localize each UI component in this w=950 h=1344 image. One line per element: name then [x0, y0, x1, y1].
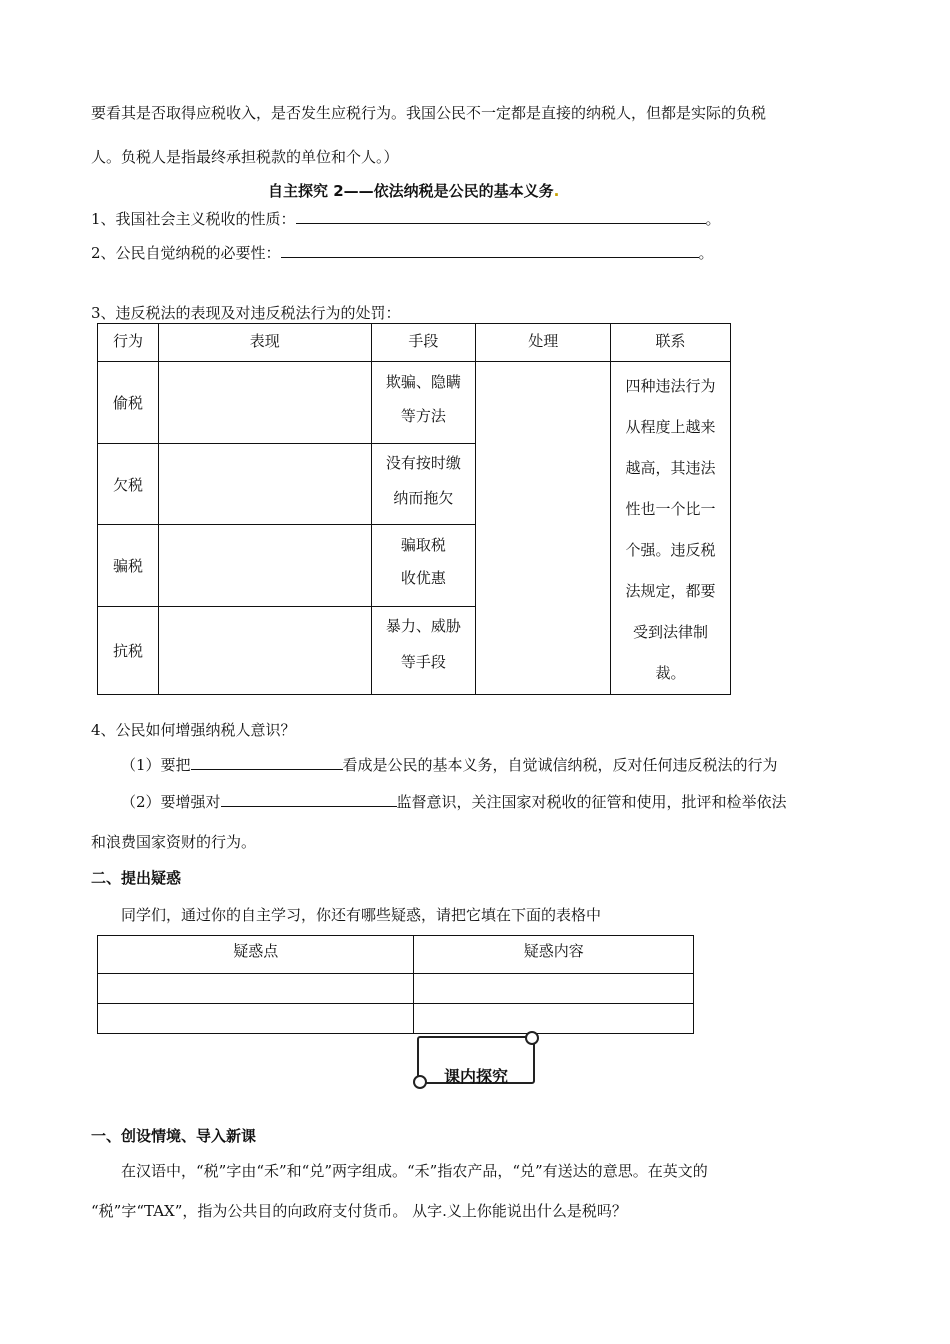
intro-line-1: 要看其是否取得应税收入，是否发生应税行为。我国公民不一定都是直接的纳税人，但都是实际的负税 — [91, 104, 767, 122]
question-2-end: 。 — [698, 244, 714, 262]
section-3-line-1: 在汉语中，“税”字由“禾”和“兑”两字组成。“禾”指农产品，“兑”有送达的意思。在英文的 — [121, 1162, 708, 1180]
relation-line: 受到法律制 — [633, 623, 709, 641]
means-line: 骗取税 — [400, 536, 446, 555]
relation-line: 四种违法行为 — [625, 377, 716, 395]
manifestation-blank[interactable] — [158, 606, 371, 694]
means-line: 欺骗、隐瞒 — [385, 373, 461, 391]
question-2-blank[interactable] — [281, 243, 699, 258]
question-content-blank[interactable] — [414, 1004, 694, 1034]
means-line: 等手段 — [400, 652, 446, 671]
question-3-label: 3、违反税法的表现及对违反税法行为的处罚： — [91, 304, 401, 322]
section-title-text: 自主探究 2——依法纳税是公民的基本义务 — [268, 182, 554, 200]
header-cell: 处理 — [476, 324, 611, 362]
means-cell — [371, 362, 476, 444]
relation-line: 从程度上越来 — [625, 418, 716, 436]
question-4-item-2-cont: 和浪费国家资财的行为。 — [91, 833, 257, 851]
relation-line: 裁。 — [655, 664, 686, 682]
scroll-banner-label: 课内探究 — [443, 1067, 508, 1086]
section-title-dot: . — [553, 182, 560, 200]
table-row — [98, 974, 694, 1004]
relation-cell — [611, 362, 731, 695]
section-3-line-2: “税”字“TAX”，指为公共目的向政府支付货币。 从字.义上你能说出什么是税吗？ — [91, 1202, 627, 1220]
means-cell — [371, 444, 476, 525]
section-2-prompt: 同学们，通过你的自主学习，你还有哪些疑惑，请把它填在下面的表格中 — [121, 906, 602, 924]
item-2-blank[interactable] — [221, 792, 397, 807]
relation-line: 个强。违反税 — [625, 541, 716, 559]
intro-line-2: 人。负税人是指最终承担税款的单位和个人。） — [91, 148, 399, 166]
question-4-item-1 — [121, 754, 778, 775]
scroll-roll-top — [525, 1031, 539, 1045]
manifestation-blank[interactable] — [158, 525, 371, 606]
table-row — [98, 362, 731, 444]
means-line: 纳而拖欠 — [393, 489, 454, 508]
means-line: 等方法 — [400, 407, 446, 425]
manifestation-blank[interactable] — [158, 362, 371, 444]
behavior-cell: 欠税 — [98, 444, 159, 525]
means-line: 收优惠 — [400, 569, 446, 588]
item-1-suffix: 看成是公民的基本义务，自觉诚信纳税，反对任何违反税法的行为 — [342, 756, 778, 774]
question-1-end: 。 — [705, 210, 721, 228]
behavior-cell: 偷税 — [98, 362, 159, 444]
question-1-label: 1、我国社会主义税收的性质： — [91, 210, 296, 228]
violation-table — [97, 323, 731, 695]
header-cell: 行为 — [98, 324, 159, 362]
question-point-blank[interactable] — [98, 1004, 414, 1034]
item-2-suffix: 监督意识，关注国家对税收的征管和使用，批评和检举依法 — [396, 793, 787, 811]
header-cell: 疑惑点 — [98, 936, 414, 974]
means-cell — [371, 525, 476, 606]
means-cell — [371, 606, 476, 694]
behavior-cell: 骗税 — [98, 525, 159, 606]
header-cell: 联系 — [611, 324, 731, 362]
question-4-label: 4、公民如何增强纳税人意识？ — [91, 721, 296, 739]
behavior-cell: 抗税 — [98, 606, 159, 694]
item-2-prefix: （2）要增强对 — [121, 793, 221, 811]
manifestation-blank[interactable] — [158, 444, 371, 525]
item-1-prefix: （1）要把 — [121, 756, 191, 774]
means-line: 暴力、威胁 — [385, 616, 461, 635]
question-point-blank[interactable] — [98, 974, 414, 1004]
question-1-blank[interactable] — [296, 209, 706, 224]
table-row — [98, 1004, 694, 1034]
question-2 — [91, 242, 714, 263]
section-3-heading: 一、创设情境、导入新课 — [91, 1127, 257, 1145]
question-1 — [91, 208, 721, 229]
relation-line: 性也一个比一 — [625, 500, 716, 518]
violation-table-header — [98, 324, 731, 362]
relation-line: 法规定，都要 — [625, 582, 716, 600]
header-cell: 疑惑内容 — [414, 936, 694, 974]
scroll-banner — [417, 1036, 535, 1084]
header-cell: 表现 — [158, 324, 371, 362]
section-title — [268, 180, 559, 201]
means-line: 没有按时缴 — [385, 454, 461, 473]
questions-table — [97, 935, 694, 1034]
questions-table-header — [98, 936, 694, 974]
question-2-label: 2、公民自觉纳税的必要性： — [91, 244, 281, 262]
relation-line: 越高，其违法 — [625, 459, 716, 477]
item-1-blank[interactable] — [191, 755, 343, 770]
question-4-item-2 — [121, 791, 787, 812]
question-content-blank[interactable] — [414, 974, 694, 1004]
header-cell: 手段 — [371, 324, 476, 362]
section-2-heading: 二、提出疑惑 — [91, 869, 182, 887]
handling-blank[interactable] — [476, 362, 611, 695]
